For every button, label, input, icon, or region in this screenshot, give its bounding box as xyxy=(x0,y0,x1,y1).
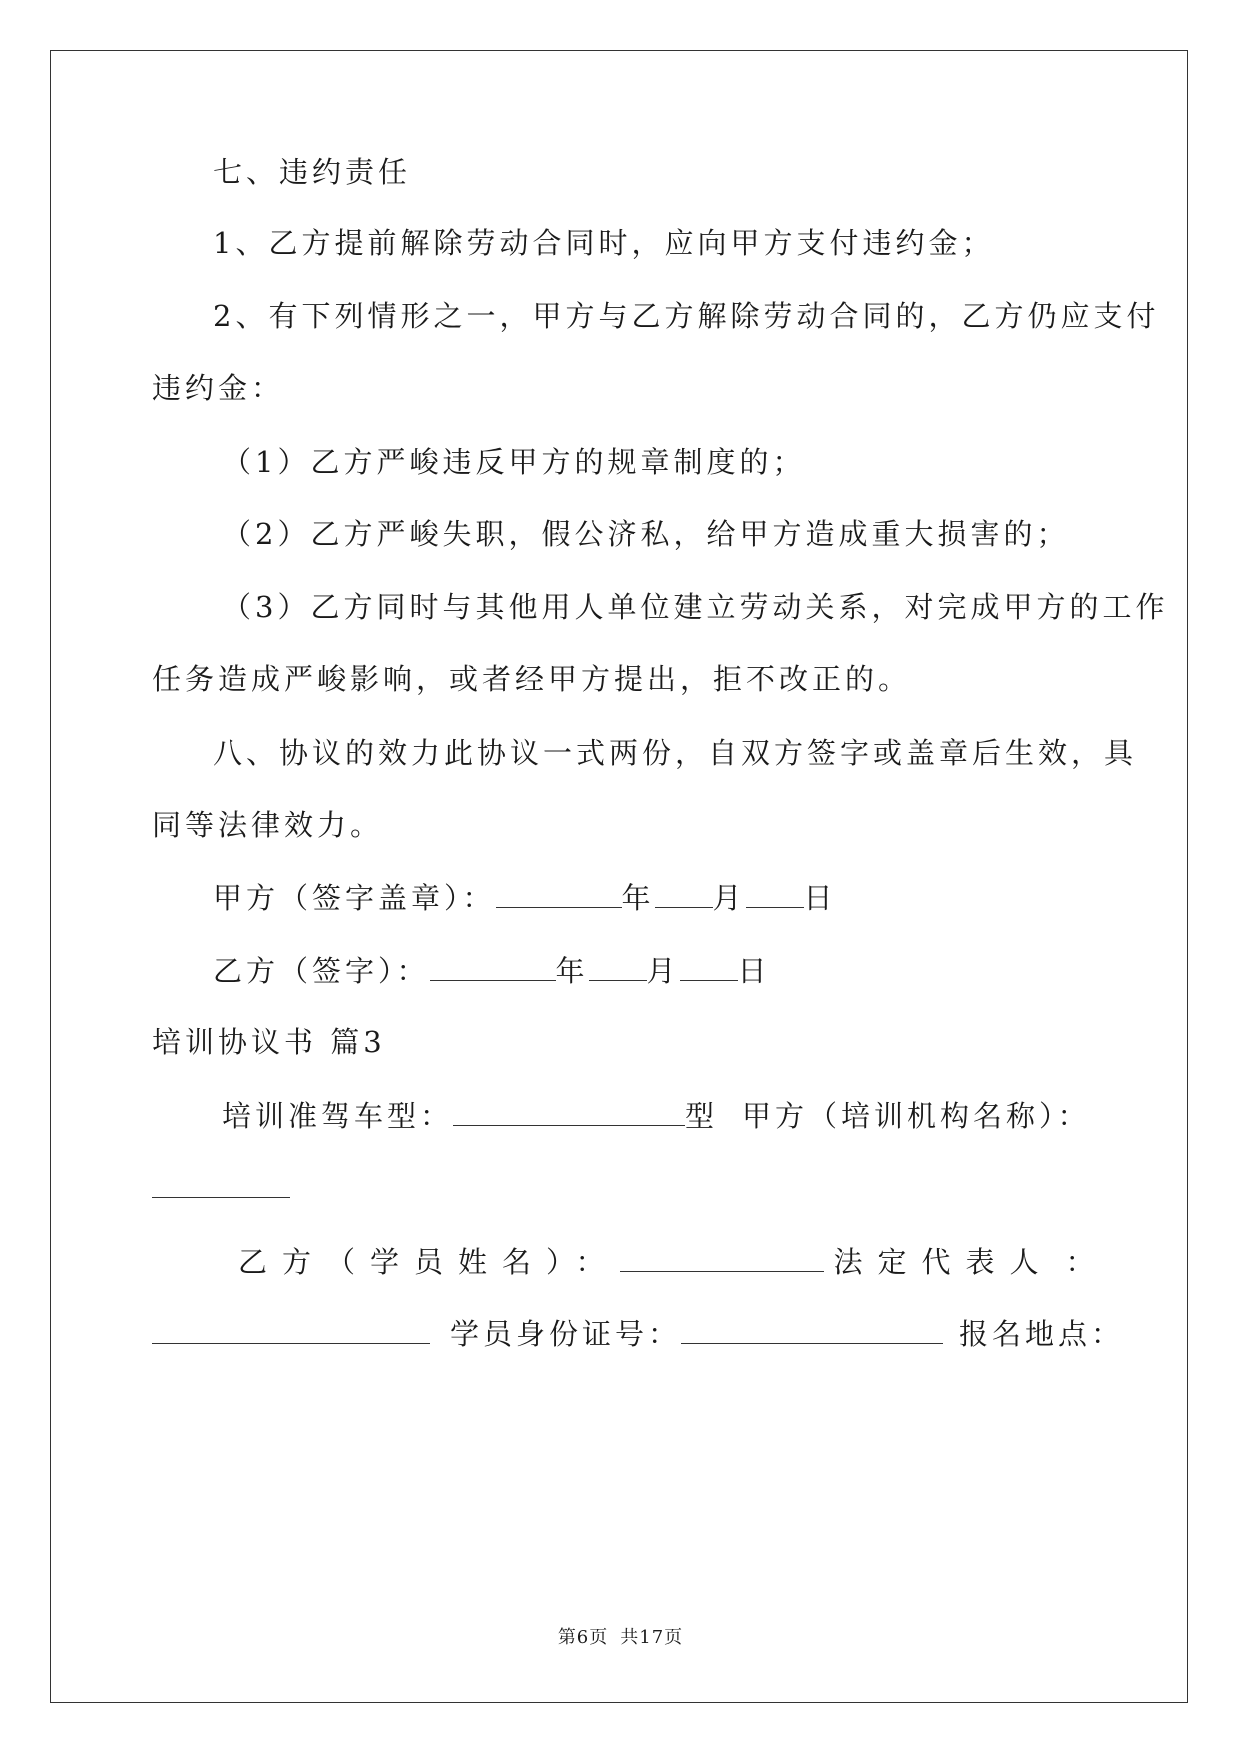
registration-location-label: 报名地点： xyxy=(959,1317,1125,1351)
page-footer xyxy=(0,1623,1241,1649)
month-blank xyxy=(655,881,713,908)
training-org-blank-line xyxy=(152,1168,290,1208)
signature-blank xyxy=(430,954,556,981)
vehicle-type-label: 培训准驾车型： xyxy=(222,1099,454,1133)
vehicle-type-suffix: 型 xyxy=(685,1099,719,1133)
section-7-item-2-line-1: 2、有下列情形之一，甲方与乙方解除劳动合同的，乙方仍应支付 xyxy=(213,299,1160,333)
section-7-sub-1: （1）乙方严峻违反甲方的规章制度的； xyxy=(222,445,806,479)
party-b-signature-line xyxy=(213,951,771,991)
legal-rep-label: 法定代表人 xyxy=(833,1245,1054,1279)
section-8-line-1: 八、协议的效力此协议一式两份，自双方签字或盖章后生效，具 xyxy=(213,736,1138,770)
training-org-label: 甲方（培训机构名称）： xyxy=(742,1099,1091,1133)
training-org-blank xyxy=(152,1171,290,1198)
section-7-item-2-line-2: 违约金： xyxy=(152,371,285,405)
student-name-label: 乙方（学员姓名）： xyxy=(238,1245,620,1279)
vehicle-type-blank xyxy=(453,1099,685,1126)
section-7-sub-3-line-1: （3）乙方同时与其他用人单位建立劳动关系，对完成甲方的工作 xyxy=(222,590,1169,624)
legal-rep-blank xyxy=(152,1317,430,1344)
id-line xyxy=(152,1314,1124,1354)
day-blank xyxy=(680,954,738,981)
year-label: 年 xyxy=(621,881,655,915)
month-label: 月 xyxy=(712,881,746,915)
student-line xyxy=(238,1242,1110,1282)
article-3-heading: 培训协议书 篇3 xyxy=(152,1025,386,1059)
party-a-signature-line xyxy=(213,878,837,918)
student-id-blank xyxy=(681,1317,943,1344)
party-b-signature-label: 乙方（签字）： xyxy=(213,954,430,988)
section-8-line-2: 同等法律效力。 xyxy=(152,808,384,842)
vehicle-line xyxy=(222,1096,1091,1136)
year-label: 年 xyxy=(555,954,589,988)
day-blank xyxy=(746,881,804,908)
legal-rep-colon: ： xyxy=(1065,1245,1110,1279)
page-number: 第6页 xyxy=(557,1627,609,1648)
party-a-signature-label: 甲方（签字盖章）： xyxy=(213,881,496,915)
day-label: 日 xyxy=(737,954,771,988)
student-name-blank xyxy=(620,1245,824,1272)
section-7-item-1: 1、乙方提前解除劳动合同时，应向甲方支付违约金； xyxy=(213,226,995,260)
signature-blank xyxy=(496,881,622,908)
section-7-sub-2: （2）乙方严峻失职，假公济私，给甲方造成重大损害的； xyxy=(222,517,1070,551)
month-label: 月 xyxy=(646,954,680,988)
section-7-sub-3-line-2: 任务造成严峻影响，或者经甲方提出，拒不改正的。 xyxy=(152,662,912,696)
student-id-label: 学员身份证号： xyxy=(450,1317,682,1351)
section-7-title: 七、违约责任 xyxy=(213,155,412,189)
page-total: 共17页 xyxy=(620,1627,684,1648)
month-blank xyxy=(589,954,647,981)
day-label: 日 xyxy=(803,881,837,915)
